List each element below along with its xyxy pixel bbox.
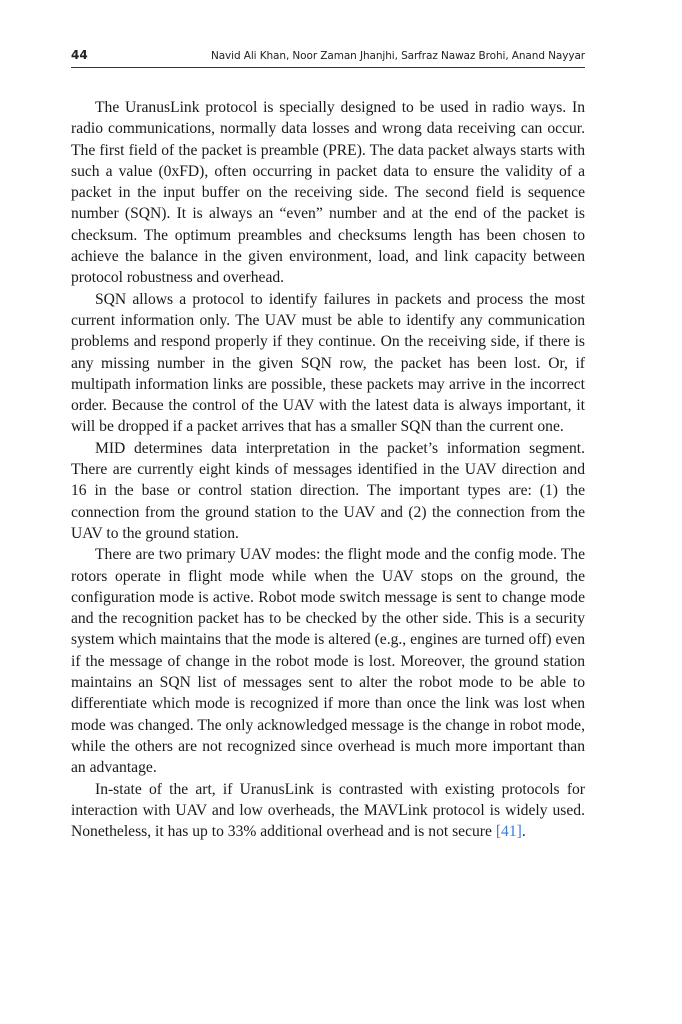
paragraph-sqn: SQN allows a protocol to identify failures in packets and process the most current information only. The UAV must be able to identify any communication problems and respond properly if they continue. On the receiving side, if there is any missing number in the given SQN row, the packet has been lost. Or, if multipath information links are possible, these packets may arrive in the incorrect order. Because the control of the UAV with the latest data is always important, it will be dropped if a packet arrives that has a smaller SQN than the current one. bbox=[71, 290, 585, 436]
citation-link[interactable]: [41] bbox=[495, 823, 522, 841]
page-number: 44 bbox=[71, 48, 88, 62]
body-text bbox=[71, 97, 585, 842]
author-list: Navid Ali Khan, Noor Zaman Jhanjhi, Sarfraz Nawaz Brohi, Anand Nayyar bbox=[210, 50, 585, 62]
paragraph-uav-modes: There are two primary UAV modes: the flight mode and the config mode. The rotors operate in flight mode while when the UAV stops on the ground, the configuration mode is active. Robot mode switch message is sent to change mode and the recognition packet has to be checked by the other side. This is a security system which maintains that the mode is altered (e.g., engines are turned off) even if the message of change in the robot mode is lost. Moreover, the ground station maintains an SQN list of messages sent to alter the robot mode to be able to differentiate which mode is recognized if more than once the link was lost when mode was changed. The only acknowledged message is the change in robot mode, while the others are not recognized since overhead is much more important than an advantage. bbox=[71, 546, 585, 777]
paragraph-state-of-art-text: In-state of the art, if UranusLink is contrasted with existing protocols for interaction with UAV and low overheads, the MAVLink protocol is widely used. Nonetheless, it has up to 33% additional overhead and is not secure bbox=[71, 780, 585, 841]
page bbox=[71, 48, 585, 842]
paragraph-uranuslink-intro: The UranusLink protocol is specially designed to be used in radio ways. In radio communications, normally data losses and wrong data receiving can occur. The first field of the packet is preamble (PRE). The data packet always starts with such a value (0xFD), often occurring in packet data to ensure the validity of a packet in the input buffer on the receiving side. The second field is sequence number (SQN). It is always an “even” number and at the end of the packet is checksum. The optimum preambles and checksums length has been chosen to achieve the balance in the given environment, load, and link capacity between protocol robustness and overhead. bbox=[71, 99, 585, 287]
paragraph-state-of-art bbox=[71, 779, 585, 843]
paragraph-end-period: . bbox=[521, 823, 526, 841]
running-header bbox=[71, 48, 585, 68]
paragraph-mid: MID determines data interpretation in the packet’s information segment. There are currently eight kinds of messages identified in the UAV direction and 16 in the base or control station direction. The important types are: (1) the connection from the ground station to the UAV and (2) the connection from the UAV to the ground station. bbox=[71, 439, 585, 542]
